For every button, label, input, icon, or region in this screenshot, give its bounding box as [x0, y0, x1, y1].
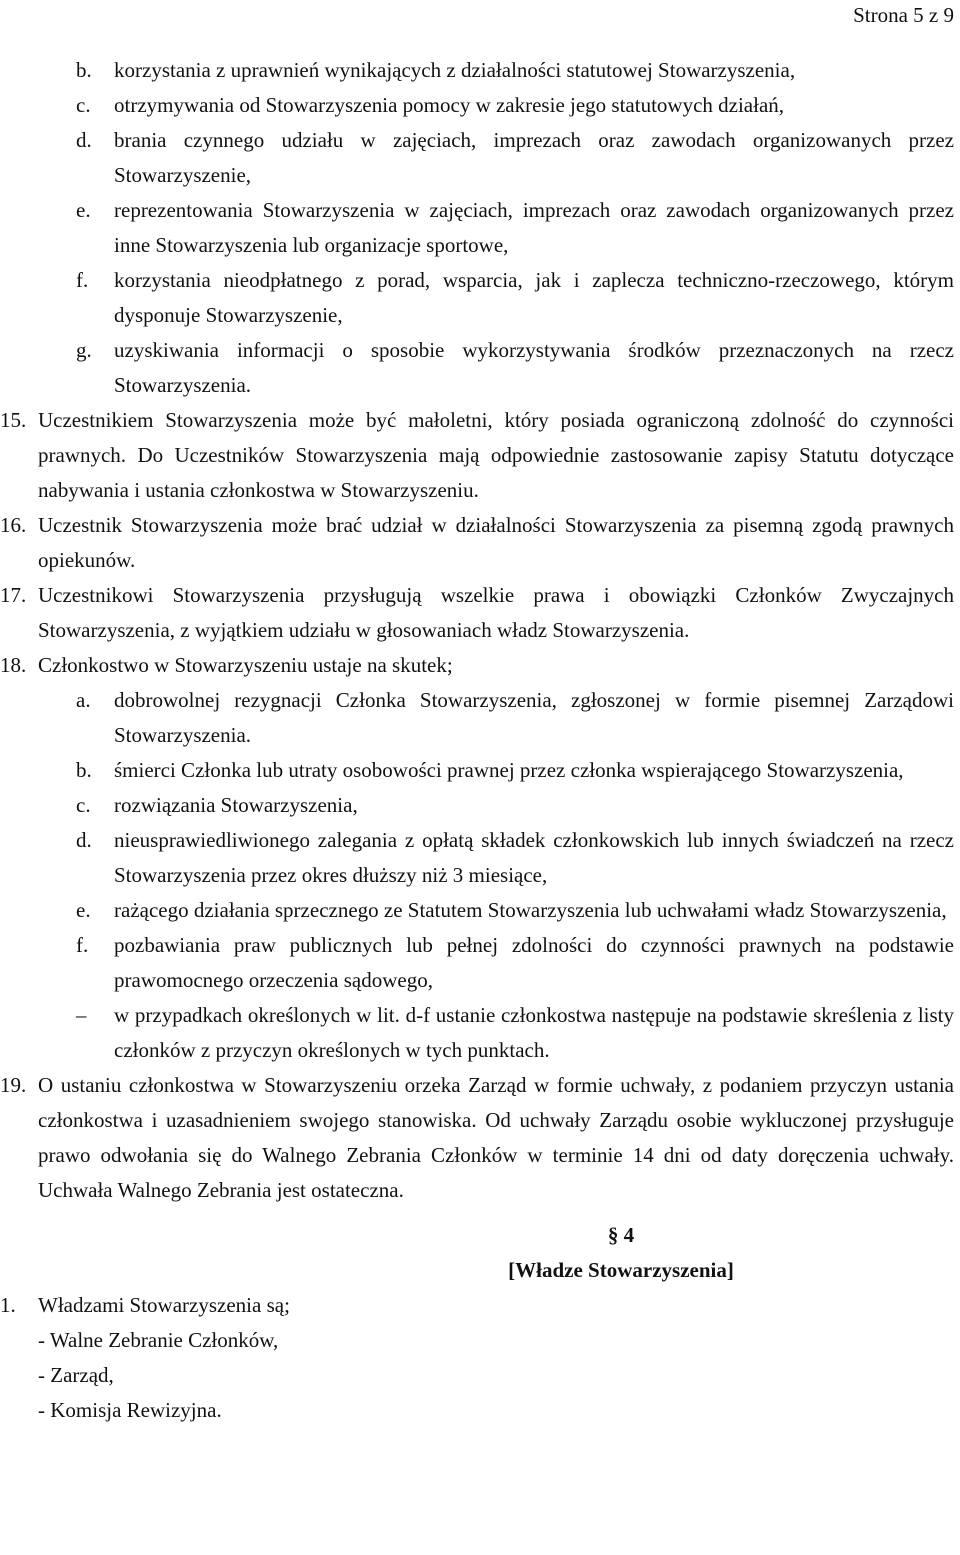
list-item-text: pozbawiania praw publicznych lub pełnej zdolności do czynności prawnych na podstawie prawomocnego orzeczenia sądowego, — [114, 933, 954, 992]
list-item-text: brania czynnego udziału w zajęciach, imprezach oraz zawodach organizowanych przez Stowarzyszenie, — [114, 128, 954, 187]
list-item-text: nieusprawiedliwionego zalegania z opłatą składek członkowskich lub innych świadczeń na rzecz Stowarzyszenia przez okres dłuższy niż 3 miesiące, — [114, 828, 954, 887]
dash-marker: – — [76, 1003, 87, 1027]
paragraph-text: O ustaniu członkostwa w Stowarzyszeniu orzeka Zarząd w formie uchwały, z podaniem przyczyn ustania członkostwa i uzasadnieniem swojego stanowiska. Od uchwały Zarządu osobie wykluczonej przysługuje prawo odwołania się do Walnego Zebrania Członków w terminie 14 dni od daty doręczenia uchwały. Uchwała Walnego Zebrania jest ostateczna. — [38, 1073, 954, 1202]
paragraph-19 — [0, 1068, 954, 1208]
list-termination-reasons — [38, 683, 954, 998]
list-item — [38, 683, 954, 753]
list-item-text: uzyskiwania informacji o sposobie wykorzystywania środków przeznaczonych na rzecz Stowarzyszenia. — [114, 338, 954, 397]
paragraph-number: 17. — [0, 583, 27, 607]
list-item-label: c. — [76, 793, 91, 817]
list-item-text: dobrowolnej rezygnacji Członka Stowarzyszenia, zgłoszonej w formie pisemnej Zarządowi Stowarzyszenia. — [114, 688, 954, 747]
list-item — [38, 928, 954, 998]
paragraph-number: 18. — [0, 653, 27, 677]
list-item-label: c. — [76, 93, 91, 117]
dash-note — [38, 998, 954, 1068]
list-item — [38, 753, 954, 788]
list-item-label: b. — [76, 58, 92, 82]
list-item-label: f. — [76, 268, 89, 292]
paragraph-text: Uczestnikiem Stowarzyszenia może być małoletni, który posiada ograniczoną zdolność do czynności prawnych. Do Uczestników Stowarzyszenia mają odpowiednie zastosowanie zapisy Statutu dotyczące nabywania i ustania członkostwa w Stowarzyszeniu. — [38, 408, 954, 502]
list-item — [38, 263, 954, 333]
paragraph-text: Władzami Stowarzyszenia są; — [38, 1293, 290, 1317]
paragraph-15 — [0, 403, 954, 508]
list-item — [38, 123, 954, 193]
paragraph-text: Uczestnik Stowarzyszenia może brać udział w działalności Stowarzyszenia za pisemną zgodą prawnych opiekunów. — [38, 513, 954, 572]
paragraph-number: 15. — [0, 408, 27, 432]
paragraph-18 — [0, 648, 954, 683]
list-item-label: g. — [76, 338, 92, 362]
paragraph-text: Członkostwo w Stowarzyszeniu ustaje na skutek; — [38, 653, 453, 677]
list-item-label: b. — [76, 758, 92, 782]
page-number: Strona 5 z 9 — [853, 3, 954, 27]
document-body — [0, 53, 954, 1428]
list-member-rights — [38, 53, 954, 403]
list-item-label: d. — [76, 128, 92, 152]
list-item — [38, 53, 954, 88]
list-item-text: korzystania nieodpłatnego z porad, wsparcia, jak i zaplecza techniczno-rzeczowego, którym dysponuje Stowarzyszenie, — [114, 268, 954, 327]
list-item-text: rozwiązania Stowarzyszenia, — [114, 793, 358, 817]
list-item-label: e. — [76, 898, 91, 922]
paragraph-number: 1. — [0, 1293, 16, 1317]
list-item-text: rażącego działania sprzecznego ze Statutem Stowarzyszenia lub uchwałami władz Stowarzyszenia, — [114, 898, 947, 922]
list-item-text: otrzymywania od Stowarzyszenia pomocy w zakresie jego statutowych działań, — [114, 93, 785, 117]
authorities-list — [38, 1323, 954, 1428]
list-item-label: a. — [76, 688, 91, 712]
list-item: - Zarząd, — [38, 1363, 114, 1387]
paragraph-16 — [0, 508, 954, 578]
list-item — [38, 88, 954, 123]
list-item — [38, 823, 954, 893]
list-item — [38, 788, 954, 823]
paragraph-number: 19. — [0, 1073, 27, 1097]
list-item-label: d. — [76, 828, 92, 852]
list-item-text: śmierci Członka lub utraty osobowości prawnej przez członka wspierającego Stowarzyszenia, — [114, 758, 904, 782]
list-item-text: korzystania z uprawnień wynikających z działalności statutowej Stowarzyszenia, — [114, 58, 796, 82]
section-number: § 4 — [607, 1223, 635, 1247]
dash-note-text: w przypadkach określonych w lit. d-f ustanie członkostwa następuje na podstawie skreślenia z listy członków z przyczyn określonych w tych punktach. — [114, 1003, 954, 1062]
list-item-label: f. — [76, 933, 89, 957]
section-title: [Władze Stowarzyszenia] — [508, 1258, 734, 1282]
list-item — [38, 893, 954, 928]
paragraph-17 — [0, 578, 954, 648]
list-item: - Komisja Rewizyjna. — [38, 1398, 222, 1422]
paragraph-text: Uczestnikowi Stowarzyszenia przysługują wszelkie prawa i obowiązki Członków Zwyczajnych Stowarzyszenia, z wyjątkiem udziału w głosowaniach władz Stowarzyszenia. — [38, 583, 954, 642]
paragraph-number: 16. — [0, 513, 27, 537]
list-item: - Walne Zebranie Członków, — [38, 1328, 279, 1352]
paragraph-1 — [0, 1288, 954, 1323]
list-item-label: e. — [76, 198, 91, 222]
list-item — [38, 193, 954, 263]
list-item-text: reprezentowania Stowarzyszenia w zajęciach, imprezach oraz zawodach organizowanych przez inne Stowarzyszenia lub organizacje sportowe, — [114, 198, 954, 257]
list-item — [38, 333, 954, 403]
